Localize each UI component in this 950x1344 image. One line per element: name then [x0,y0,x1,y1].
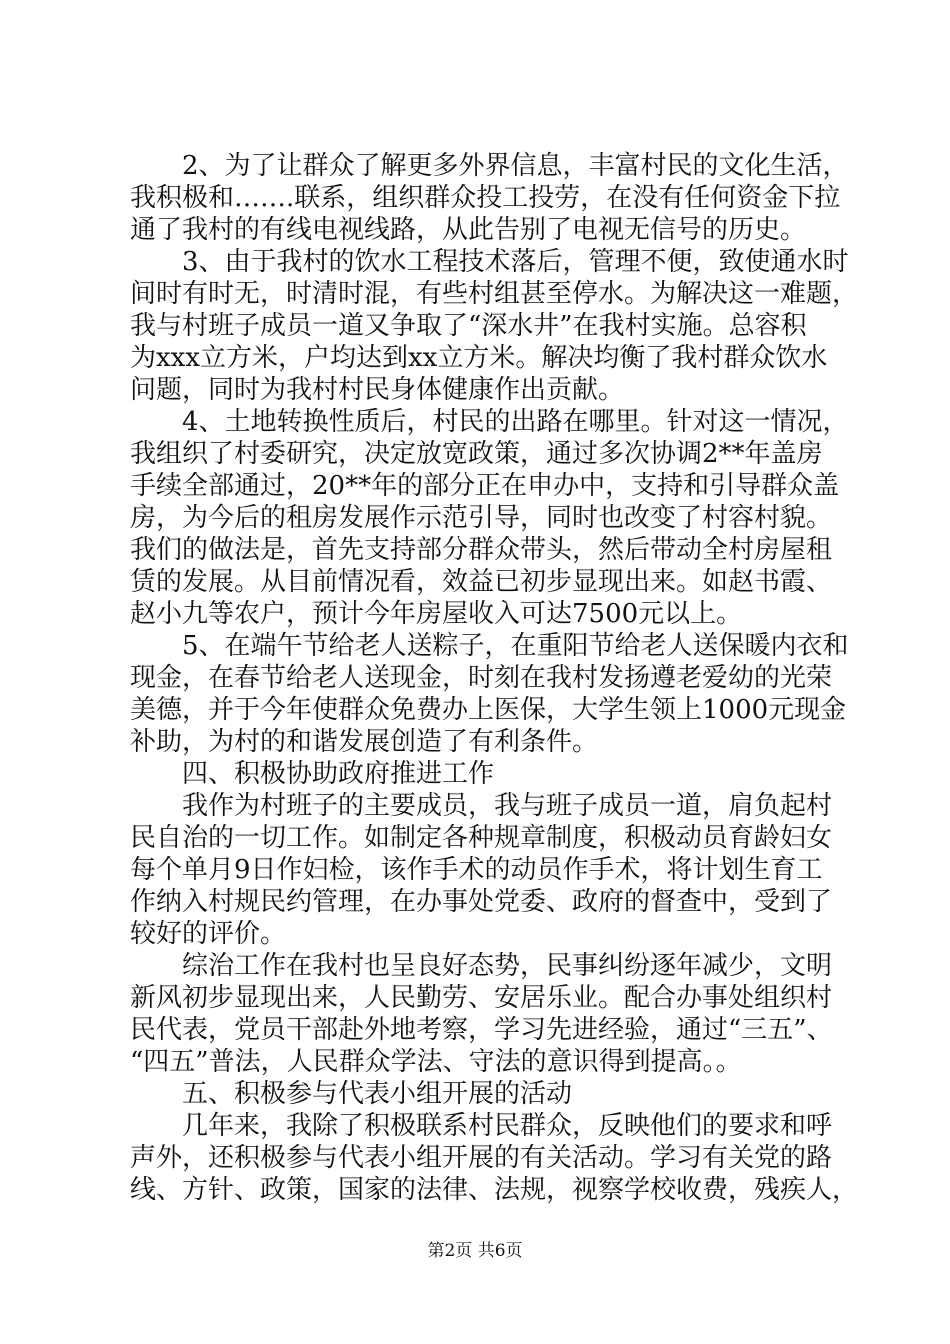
text-line: 美德，并于今年使群众免费办上医保，大学生领上1000元现金 [130,695,847,725]
text-line: 我们的做法是，首先支持部分群众带头，然后带动全村房屋租 [130,535,833,565]
text-line: 4、土地转换性质后，村民的出路在哪里。针对这一情况， [182,407,849,437]
text-line: “四五”普法，人民群众学法、守法的意识得到提高。。 [130,1047,742,1077]
text-line: 3、由于我村的饮水工程技术落后，管理不便，致使通水时 [182,247,849,277]
text-line: 现金，在春节给老人送现金，时刻在我村发扬遵老爱幼的光荣 [130,663,833,693]
text-line: 赵小九等农户，预计今年房屋收入可达7500元以上。 [130,599,743,629]
text-line: 通了我村的有线电视线路，从此告别了电视无信号的历史。 [130,215,807,245]
text-line: 我与村班子成员一道又争取了“深水井”在我村实施。总容积 [130,311,807,341]
text-line: 新风初步显现出来，人民勤劳、安居乐业。配合办事处组织村 [130,983,833,1013]
text-line: 我组织了村委研究，决定放宽政策，通过多次协调2**年盖房 [130,439,823,469]
text-line: 我积极和…….联系，组织群众投工投劳，在没有任何资金下拉 [130,183,841,213]
text-line: 综治工作在我村也呈良好态势，民事纠纷逐年减少，文明 [182,951,833,981]
text-line: 作纳入村规民约管理，在办事处党委、政府的督查中，受到了 [130,887,833,917]
text-line: 手续全部通过，20**年的部分正在申办中，支持和引导群众盖 [130,471,840,501]
text-line: 我作为村班子的主要成员，我与班子成员一道，肩负起村 [182,791,833,821]
section-heading: 四、积极协助政府推进工作 [182,759,495,789]
text-line: 间时有时无，时清时混，有些村组甚至停水。为解决这一难题， [130,279,859,309]
text-line: 2、为了让群众了解更多外界信息，丰富村民的文化生活， [182,151,849,181]
text-line: 线、方针、政策，国家的法律、法规，视察学校收费，残疾人， [130,1175,859,1205]
text-line: 5、在端午节给老人送粽子，在重阳节给老人送保暖内衣和 [182,631,849,661]
text-line: 较好的评价。 [130,919,287,949]
text-line: 民自治的一切工作。如制定各种规章制度，积极动员育龄妇女 [130,823,833,853]
page-number-footer: 第2页 共6页 [427,1241,523,1261]
text-line: 每个单月9日作妇检，该作手术的动员作手术，将计划生育工 [130,855,823,885]
text-line: 几年来，我除了积极联系村民群众，反映他们的要求和呼 [182,1111,833,1141]
text-line: 民代表，党员干部赴外地考察，学习先进经验，通过“三五”、 [130,1015,833,1045]
text-line: 为xxx立方米，户均达到xx立方米。解决均衡了我村群众饮水 [130,343,828,373]
text-line: 补助，为村的和谐发展创造了有利条件。 [130,727,599,757]
text-line: 声外，还积极参与代表小组开展的有关活动。学习有关党的路 [130,1143,833,1173]
text-line: 问题，同时为我村村民身体健康作出贡献。 [130,375,625,405]
text-line: 房，为今后的租房发展作示范引导，同时也改变了村容村貌。 [130,503,833,533]
section-heading: 五、积极参与代表小组开展的活动 [182,1079,573,1109]
text-line: 赁的发展。从目前情况看，效益已初步显现出来。如赵书霞、 [130,567,833,597]
